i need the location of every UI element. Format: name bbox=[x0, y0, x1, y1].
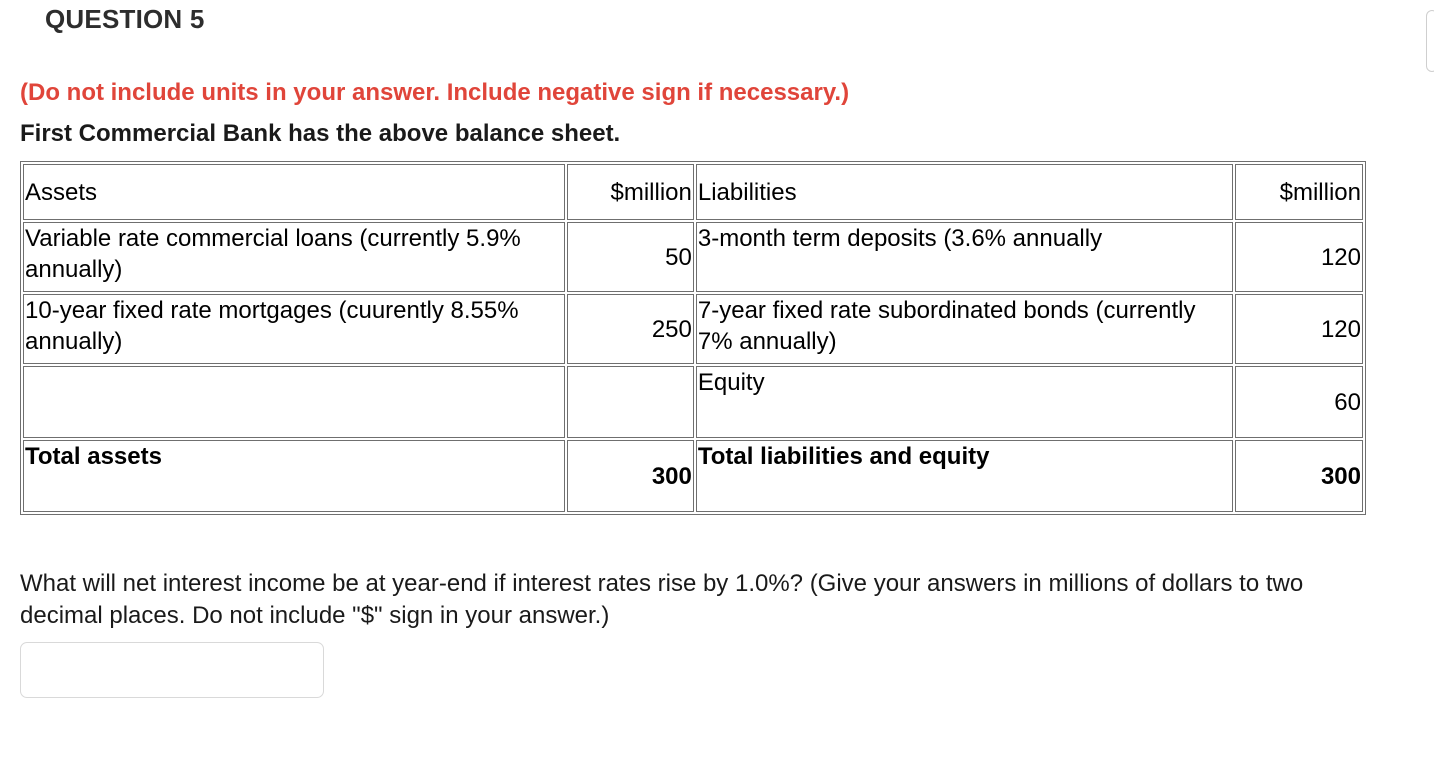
asset-value bbox=[567, 366, 694, 438]
total-liabilities-value: 300 bbox=[1235, 440, 1363, 512]
liability-value: 120 bbox=[1235, 294, 1363, 364]
liability-value: 120 bbox=[1235, 222, 1363, 292]
table-row bbox=[23, 222, 1363, 292]
table-total-row bbox=[23, 440, 1363, 512]
total-assets-value: 300 bbox=[567, 440, 694, 512]
header-assets-unit: $million bbox=[567, 164, 694, 220]
intro-text: First Commercial Bank has the above balance sheet. bbox=[20, 120, 621, 147]
header-liabilities-unit: $million bbox=[1235, 164, 1363, 220]
question-prompt: What will net interest income be at year-end if interest rates rise by 1.0%? (Give your answers in millions of dollars to two decimal places. Do not include "$" sign in your answer.) bbox=[20, 570, 1304, 629]
balance-sheet-table bbox=[20, 161, 1366, 515]
header-assets: Assets bbox=[23, 164, 565, 220]
liability-label: Equity bbox=[696, 366, 1234, 438]
liability-label: 3-month term deposits (3.6% annually bbox=[696, 222, 1234, 292]
asset-label: 10-year fixed rate mortgages (cuurently 8.55% annually) bbox=[23, 294, 565, 364]
table-header-row bbox=[23, 164, 1363, 220]
instruction-text: (Do not include units in your answer. Include negative sign if necessary.) bbox=[20, 79, 850, 106]
total-assets-label: Total assets bbox=[23, 440, 565, 512]
asset-label: Variable rate commercial loans (currently 5.9% annually) bbox=[23, 222, 565, 292]
question-title: QUESTION 5 bbox=[45, 4, 205, 34]
total-liabilities-label: Total liabilities and equity bbox=[696, 440, 1234, 512]
scrollbar[interactable] bbox=[1426, 10, 1434, 72]
asset-value: 250 bbox=[567, 294, 694, 364]
table-row bbox=[23, 366, 1363, 438]
asset-label bbox=[23, 366, 565, 438]
liability-label: 7-year fixed rate subordinated bonds (currently 7% annually) bbox=[696, 294, 1234, 364]
table-row bbox=[23, 294, 1363, 364]
header-liabilities: Liabilities bbox=[696, 164, 1234, 220]
liability-value: 60 bbox=[1235, 366, 1363, 438]
asset-value: 50 bbox=[567, 222, 694, 292]
answer-input[interactable] bbox=[20, 642, 324, 698]
